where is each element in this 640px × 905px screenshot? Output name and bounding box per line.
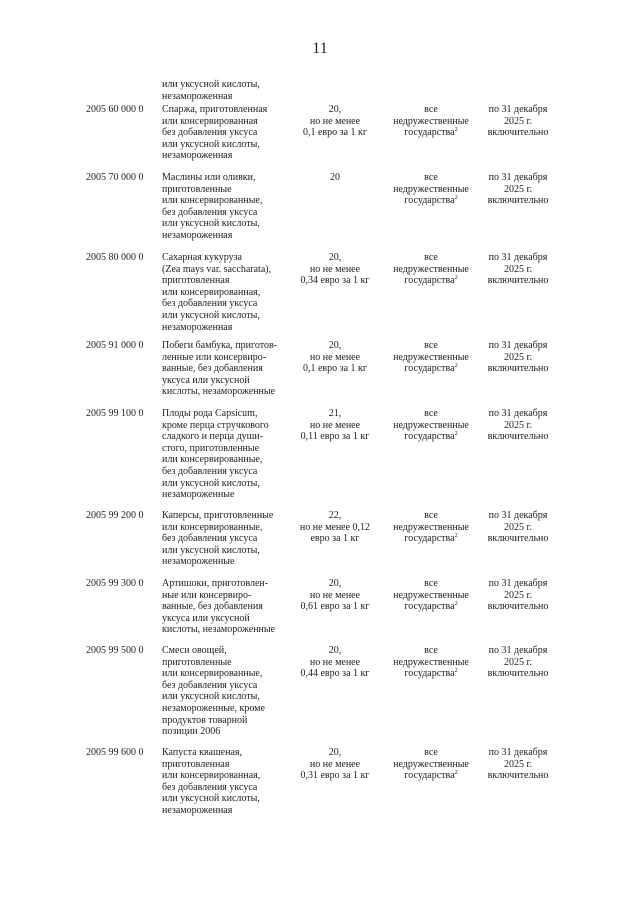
duty-line: 0,11 евро за 1 кг <box>300 431 370 443</box>
tnved-code: 2005 91 000 0 <box>86 340 144 351</box>
description-line: позиции 2006 <box>162 726 221 738</box>
country-line: государства$^2$ <box>404 668 458 680</box>
description-line: без добавления уксуса <box>162 298 258 310</box>
country-line: все <box>424 578 438 589</box>
product-description <box>162 340 277 398</box>
footnote-marker: 2 <box>454 770 458 777</box>
description-line: ванные, без добавления <box>162 601 263 613</box>
term-line: включительно <box>487 195 549 207</box>
term-line: включительно <box>487 127 549 139</box>
duty-rate <box>290 645 380 680</box>
country-group <box>392 252 470 287</box>
country-line: все <box>424 172 438 183</box>
description-line: или уксусной кислоты, <box>162 691 260 703</box>
tnved-code: 2005 99 300 0 <box>86 578 144 589</box>
description-line: Плоды рода Capsicum, <box>162 408 258 419</box>
term-line: по 31 декабря <box>488 340 548 351</box>
tnved-code: 2005 70 000 0 <box>86 172 144 183</box>
duty-line: 0,44 евро за 1 кг <box>300 668 370 680</box>
description-line: незамороженная <box>162 229 233 241</box>
country-line: недружественные <box>393 183 469 195</box>
duty-rate <box>290 252 380 287</box>
description-line: незамороженные <box>162 556 235 568</box>
duty-line: но не менее <box>309 758 361 770</box>
validity-term <box>478 172 558 207</box>
country-line: недружественные <box>393 115 469 127</box>
duty-line: 20, <box>328 747 342 758</box>
term-line: 2025 г. <box>504 263 532 275</box>
description-line: уксуса или уксусной <box>162 612 250 624</box>
term-line: включительно <box>487 601 549 613</box>
tnved-code: 2005 99 500 0 <box>86 645 144 656</box>
duty-rate <box>290 172 380 184</box>
description-line: или уксусной кислоты, <box>162 544 260 556</box>
duty-line: 20 <box>330 172 340 183</box>
description-line: Маслины или оливки, <box>162 172 256 183</box>
continuation-description <box>162 79 260 102</box>
footnote-marker: 2 <box>454 533 458 540</box>
country-line: все <box>424 747 438 758</box>
duty-rate <box>290 510 380 545</box>
description-line: без добавления уксуса <box>162 465 258 477</box>
description-line: или уксусной кислоты, <box>162 309 260 321</box>
validity-term <box>478 510 558 545</box>
description-line: приготовленная <box>162 758 230 770</box>
country-line: недружественные <box>393 263 469 275</box>
description-line: незамороженная <box>162 804 233 816</box>
description-line: Капуста квашеная, <box>162 747 242 758</box>
description-line: без добавления уксуса <box>162 127 258 139</box>
duty-line: но не менее 0,12 <box>299 521 371 533</box>
description-line: Побеги бамбука, приготов- <box>162 340 277 351</box>
product-description <box>162 578 275 636</box>
country-group <box>392 408 470 443</box>
duty-rate <box>290 104 380 139</box>
product-description <box>162 645 265 738</box>
term-line: включительно <box>487 275 549 287</box>
country-line: все <box>424 408 438 419</box>
country-line: государства$^2$ <box>404 431 458 443</box>
duty-line: 0,1 евро за 1 кг <box>302 127 367 139</box>
validity-term <box>478 252 558 287</box>
duty-line: но не менее <box>309 419 361 431</box>
duty-line: 0,1 евро за 1 кг <box>302 363 367 375</box>
duty-line: 22, <box>328 510 342 521</box>
description-line: или консервированные, <box>162 454 263 466</box>
country-line: недружественные <box>393 656 469 668</box>
country-line: государства$^2$ <box>404 127 458 139</box>
country-line: недружественные <box>393 521 469 533</box>
description-line: или консервированная, <box>162 286 261 298</box>
duty-rate <box>290 747 380 782</box>
description-line: незамороженные, кроме <box>162 702 265 714</box>
term-line: включительно <box>487 363 549 375</box>
description-line: Смеси овощей, <box>162 645 227 656</box>
validity-term <box>478 340 558 375</box>
country-line: государства$^2$ <box>404 770 458 782</box>
footnote-marker: 2 <box>454 363 458 370</box>
description-line: без добавления уксуса <box>162 533 258 545</box>
tnved-code: 2005 99 100 0 <box>86 408 144 419</box>
duty-rate <box>290 578 380 613</box>
duty-line: 20, <box>328 645 342 656</box>
country-group <box>392 578 470 613</box>
country-line: все <box>424 252 438 263</box>
description-line: ленные или консервиро- <box>162 351 267 363</box>
continuation-line: незамороженная <box>162 90 233 102</box>
description-line: или консервированные, <box>162 668 263 680</box>
country-line: недружественные <box>393 758 469 770</box>
term-line: по 31 декабря <box>488 172 548 183</box>
description-line: стого, приготовленные <box>162 442 260 454</box>
description-line: Спаржа, приготовленная <box>162 104 268 115</box>
duty-line: 0,31 евро за 1 кг <box>300 770 370 782</box>
term-line: по 31 декабря <box>488 578 548 589</box>
term-line: по 31 декабря <box>488 747 548 758</box>
tnved-code: 2005 60 000 0 <box>86 104 144 115</box>
term-line: 2025 г. <box>504 115 532 127</box>
description-line: ванные, без добавления <box>162 363 263 375</box>
description-line: или консервированные, <box>162 195 263 207</box>
country-line: все <box>424 340 438 351</box>
validity-term <box>478 645 558 680</box>
description-line: или уксусной кислоты, <box>162 218 260 230</box>
duty-line: евро за 1 кг <box>310 533 360 545</box>
country-line: государства$^2$ <box>404 533 458 545</box>
product-description <box>162 408 269 501</box>
footnote-marker: 2 <box>454 431 458 438</box>
page-number: 11 <box>312 40 328 57</box>
term-line: включительно <box>487 533 549 545</box>
description-line: кроме перца стручкового <box>162 419 269 431</box>
duty-line: но не менее <box>309 589 361 601</box>
description-line: без добавления уксуса <box>162 679 258 691</box>
description-line: или консервированная, <box>162 770 261 782</box>
description-line: Сахарная кукуруза <box>162 252 242 263</box>
description-line: незамороженные <box>162 489 235 501</box>
validity-term <box>478 104 558 139</box>
description-line: приготовленная <box>162 275 230 287</box>
term-line: 2025 г. <box>504 656 532 668</box>
product-description <box>162 104 267 162</box>
term-line: по 31 декабря <box>488 104 548 115</box>
term-line: включительно <box>487 431 549 443</box>
duty-line: 20, <box>328 104 342 115</box>
product-description <box>162 172 262 242</box>
term-line: включительно <box>487 668 549 680</box>
footnote-marker: 2 <box>454 127 458 134</box>
country-line: государства$^2$ <box>404 601 458 613</box>
country-line: государства$^2$ <box>404 195 458 207</box>
description-line: кислоты, незамороженные <box>162 386 276 398</box>
term-line: 2025 г. <box>504 183 532 195</box>
description-line: или уксусной кислоты, <box>162 477 260 489</box>
country-group <box>392 747 470 782</box>
validity-term <box>478 747 558 782</box>
country-line: недружественные <box>393 351 469 363</box>
description-line: незамороженная <box>162 150 233 162</box>
footnote-marker: 2 <box>454 275 458 282</box>
term-line: 2025 г. <box>504 589 532 601</box>
description-line: или консервированная <box>162 115 258 127</box>
term-line: включительно <box>487 770 549 782</box>
description-line: или консервированные, <box>162 521 263 533</box>
description-line: приготовленные <box>162 656 232 668</box>
country-group <box>392 340 470 375</box>
term-line: по 31 декабря <box>488 645 548 656</box>
description-line: уксуса или уксусной <box>162 374 250 386</box>
description-line: кислоты, незамороженные <box>162 624 276 636</box>
duty-line: 20, <box>328 340 342 351</box>
tnved-code: 2005 99 600 0 <box>86 747 144 758</box>
duty-line: но не менее <box>309 351 361 363</box>
country-line: недружественные <box>393 419 469 431</box>
validity-term <box>478 408 558 443</box>
country-line: все <box>424 104 438 115</box>
country-line: все <box>424 645 438 656</box>
country-line: государства$^2$ <box>404 363 458 375</box>
description-line: без добавления уксуса <box>162 781 258 793</box>
tnved-code: 2005 80 000 0 <box>86 252 144 263</box>
country-group <box>392 172 470 207</box>
product-description <box>162 510 273 568</box>
description-line: без добавления уксуса <box>162 206 258 218</box>
country-line: государства$^2$ <box>404 275 458 287</box>
term-line: по 31 декабря <box>488 408 548 419</box>
product-description <box>162 252 271 333</box>
description-line: (Zea mays var. saccharata), <box>162 263 272 275</box>
country-group <box>392 104 470 139</box>
description-line: ные или консервиро- <box>162 589 252 601</box>
term-line: 2025 г. <box>504 351 532 363</box>
term-line: по 31 декабря <box>488 510 548 521</box>
description-line: продуктов товарной <box>162 714 248 726</box>
tnved-code: 2005 99 200 0 <box>86 510 144 521</box>
duty-line: 0,61 евро за 1 кг <box>300 601 370 613</box>
country-line: все <box>424 510 438 521</box>
footnote-marker: 2 <box>454 195 458 202</box>
description-line: сладкого и перца души- <box>162 431 264 443</box>
description-line: или уксусной кислоты, <box>162 138 260 150</box>
duty-line: но не менее <box>309 263 361 275</box>
term-line: 2025 г. <box>504 419 532 431</box>
duty-rate <box>290 408 380 443</box>
duty-line: 20, <box>328 578 342 589</box>
duty-line: 20, <box>328 252 342 263</box>
country-group <box>392 510 470 545</box>
footnote-marker: 2 <box>454 668 458 675</box>
description-line: приготовленные <box>162 183 232 195</box>
description-line: незамороженная <box>162 321 233 333</box>
duty-line: но не менее <box>309 656 361 668</box>
duty-rate <box>290 340 380 375</box>
term-line: по 31 декабря <box>488 252 548 263</box>
continuation-line: или уксусной кислоты, <box>162 79 260 90</box>
validity-term <box>478 578 558 613</box>
term-line: 2025 г. <box>504 521 532 533</box>
description-line: или уксусной кислоты, <box>162 793 260 805</box>
description-line: Каперсы, приготовленные <box>162 510 274 521</box>
country-group <box>392 645 470 680</box>
footnote-marker: 2 <box>454 601 458 608</box>
country-line: недружественные <box>393 589 469 601</box>
description-line: Артишоки, приготовлен- <box>162 578 269 589</box>
term-line: 2025 г. <box>504 758 532 770</box>
duty-line: но не менее <box>309 115 361 127</box>
duty-line: 0,34 евро за 1 кг <box>300 275 370 287</box>
product-description <box>162 747 260 817</box>
duty-line: 21, <box>328 408 342 419</box>
